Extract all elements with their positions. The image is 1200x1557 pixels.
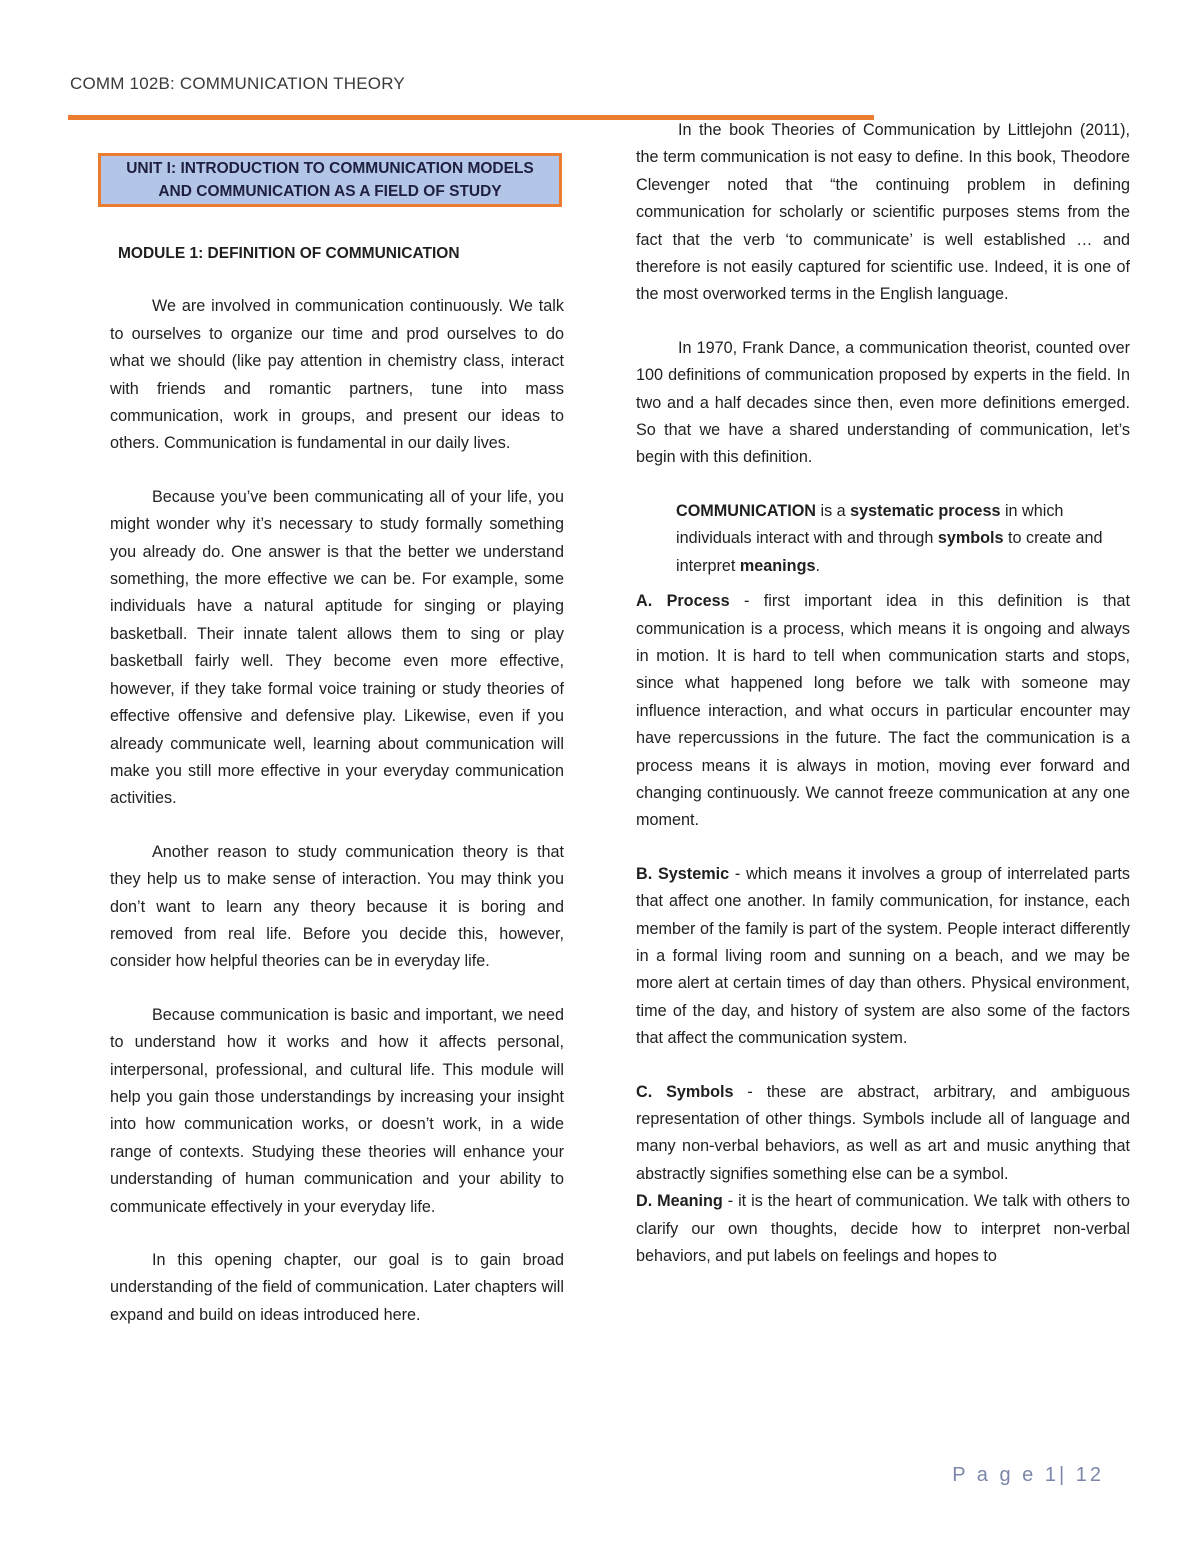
page-number: 1 (1044, 1464, 1059, 1486)
definition-keyword: symbols (937, 529, 1004, 548)
page-separator: | (1058, 1464, 1068, 1486)
definition-item-meaning (636, 1188, 1130, 1270)
course-title: COMM 102B: COMMUNICATION THEORY (70, 74, 405, 93)
definition-item-symbols (636, 1079, 1130, 1189)
module-title: MODULE 1: DEFINITION OF COMMUNICATION (118, 245, 460, 262)
paragraph: Another reason to study communication theory is that they help us to make sense of interaction. You may think you don’t want to learn any theory because it is boring and removed from real life. Before you decide this, however, consider how helpful theories can be in everyday life. (110, 842, 564, 971)
total-pages: 12 (1075, 1464, 1104, 1486)
item-label: C. Symbols (636, 1082, 734, 1101)
right-column (636, 117, 1130, 1270)
paragraph: We are involved in communication continuously. We talk to ourselves to organize our time and prod ourselves to do what we should (like pay attention in chemistry class, interact with friends and romantic partners, tune into mass communication, work in groups, and present our ideas to others. Communication is fundamental in our daily lives. (110, 297, 564, 453)
item-label: A. Process (636, 592, 730, 611)
left-column (110, 240, 564, 1329)
item-label: B. Systemic (636, 864, 730, 883)
definition-item-systemic (636, 861, 1130, 1053)
definition-keyword: meanings (739, 556, 816, 575)
unit-title-line1: UNIT I: INTRODUCTION TO COMMUNICATION MODELS (126, 160, 534, 177)
item-label: D. Meaning (636, 1192, 723, 1211)
paragraph: Because you’ve been communicating all of your life, you might wonder why it’s necessary to study formally something you already do. One answer is that the better we understand something, the more effective we can be. For example, some individuals have a natural aptitude for singing or playing basketball. Their innate talent allows them to sing or play basketball fairly well. They become even more effective, however, if they take formal voice training or study theories of effective offensive and defensive play. Likewise, even if you already communicate well, learning about communication will make you still more effective in your everyday communication activities. (110, 487, 564, 808)
communication-definition: COMMUNICATION is a systematic process in which individuals interact with and through symbols to create and interpret meanings. (676, 501, 1103, 575)
item-text: - which means it involves a group of interrelated parts that affect one another. In family communication, for instance, each member of the family is part of the system. People interact differently in a formal living room and sunning on a beach, and we may be more alert at certain times of day than others. Physical environment, time of the day, and history of system are also some of the factors that affect the communication system. (636, 864, 1130, 1048)
unit-title-box (98, 153, 562, 207)
item-text: - first important idea in this definition is that communication is a process, which means it is ongoing and always in motion. It is hard to tell when communication starts and stops, since what happened long before we talk with someone may influence interaction, and what occurs in particular encounter may have repercussions in the future. The fact the communication is a process means it is always in motion, moving ever forward and changing continuously. We cannot freeze communication at any one moment. (636, 592, 1130, 830)
paragraph: In this opening chapter, our goal is to gain broad understanding of the field of communication. Later chapters will expand and build on ideas introduced here. (110, 1251, 564, 1324)
definition-term: COMMUNICATION (676, 501, 816, 520)
paragraph: In the book Theories of Communication by Littlejohn (2011), the term communication is not easy to define. In this book, Theodore Clevenger noted that “the continuing problem in defining communication for scholarly or scientific purposes stems from the fact that the verb ‘to communicate’ is well established … and therefore is not easily captured for scientific use. Indeed, it is one of the most overworked terms in the English language. (636, 121, 1130, 304)
unit-title-line2: AND COMMUNICATION AS A FIELD OF STUDY (158, 183, 502, 200)
paragraph: In 1970, Frank Dance, a communication theorist, counted over 100 definitions of communication proposed by experts in the field. In two and a half decades since then, even more definitions emerged. So that we have a shared understanding of communication, let’s begin with this definition. (636, 338, 1130, 467)
paragraph: Because communication is basic and important, we need to understand how it works and how it affects personal, interpersonal, professional, and cultural life. This module will help you gain those understandings by increasing your insight into how communication works, or doesn’t work, in a wide range of contexts. Studying these theories will enhance your understanding of human communication and your ability to communicate effectively in your everyday life. (110, 1005, 564, 1216)
item-text: - it is the heart of communication. We talk with others to clarify our own thoughts, decide how to interpret non-verbal behaviors, and put labels on feelings and hopes to (636, 1192, 1131, 1266)
page-word: P a g e (952, 1464, 1037, 1486)
item-text: - these are abstract, arbitrary, and ambiguous representation of other things. Symbols include all of language and many non-verbal behaviors, as well as art and music anything that abstractly signifies something else can be a symbol. (636, 1082, 1131, 1183)
definition-keyword: systematic process (850, 501, 1001, 520)
page-footer (952, 1464, 1104, 1487)
definition-item-process (636, 588, 1130, 835)
